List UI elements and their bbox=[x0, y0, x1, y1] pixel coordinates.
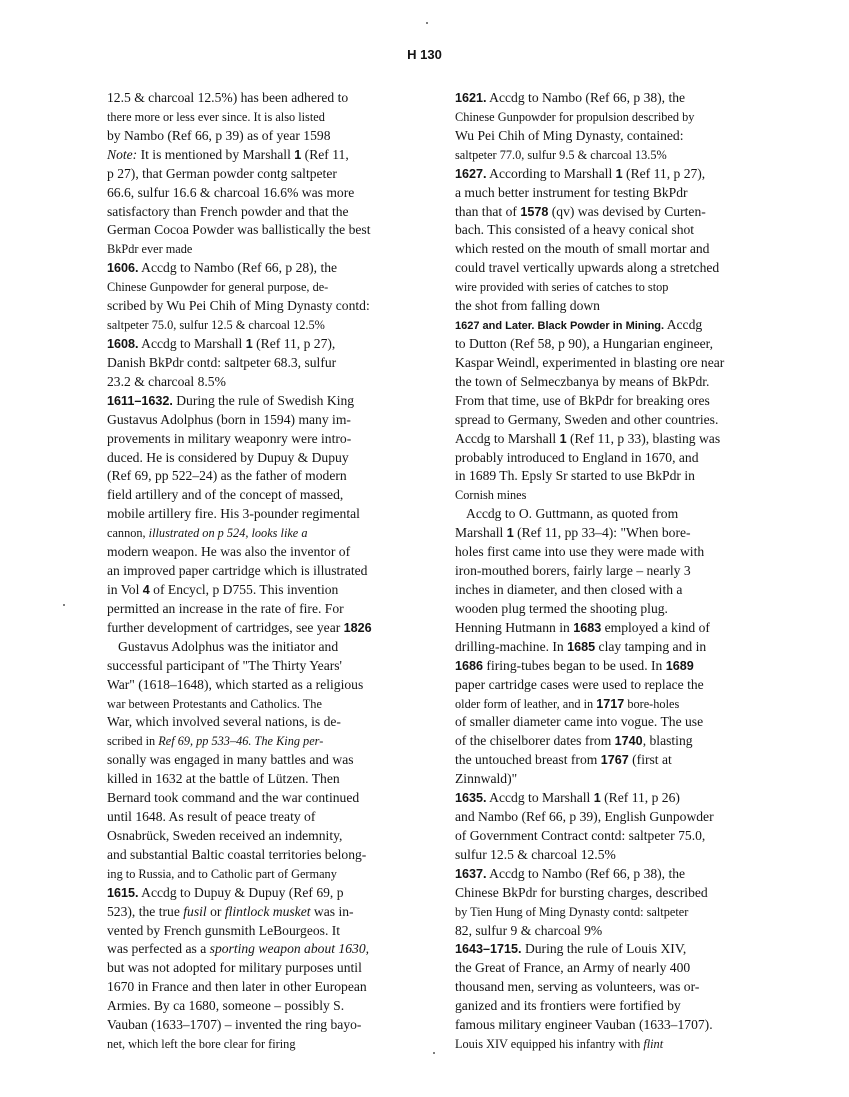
left-column-line bbox=[107, 789, 423, 808]
entry-year: 1 bbox=[559, 431, 567, 446]
text-run: Zinnwald)" bbox=[455, 771, 518, 787]
right-column-line bbox=[455, 203, 781, 222]
entry-year: 1740 bbox=[614, 734, 643, 749]
left-column-line bbox=[107, 165, 423, 184]
text-run: by Nambo (Ref 66, p 39) as of year 1598 bbox=[107, 127, 331, 143]
text-run: Accdg to Nambo (Ref 66, p 38), the bbox=[486, 90, 686, 105]
left-column-line bbox=[107, 203, 423, 222]
right-column-line bbox=[455, 978, 781, 997]
right-column-line bbox=[455, 373, 781, 392]
text-run: until 1648. As result of peace treaty of bbox=[107, 809, 316, 825]
entry-year: 1637. bbox=[455, 866, 487, 881]
right-column-line bbox=[455, 638, 781, 657]
left-column-line bbox=[107, 770, 423, 789]
text-run: satisfactory than French powder and that the bbox=[107, 203, 349, 219]
left-column-line bbox=[107, 259, 423, 278]
text-run: the town of Selmeczbanya by means of BkPdr. bbox=[455, 373, 710, 389]
right-column-line bbox=[455, 619, 781, 638]
text-run: the shot from falling down bbox=[455, 298, 600, 314]
right-column-line bbox=[455, 430, 781, 449]
text-run: older form of leather, and in bbox=[455, 696, 597, 711]
text-run: bore-holes bbox=[624, 696, 680, 711]
left-column-line bbox=[107, 108, 423, 127]
left-column-line bbox=[107, 865, 423, 884]
text-run: (first at bbox=[628, 752, 672, 768]
right-column-line bbox=[455, 146, 781, 165]
text-run: 66.6, sulfur 16.6 & charcoal 16.6% was more bbox=[107, 184, 355, 200]
text-run: and Nambo (Ref 66, p 39), English Gunpowder bbox=[455, 809, 714, 825]
italic-text: flint bbox=[643, 1037, 664, 1052]
right-column-line bbox=[455, 676, 781, 695]
text-run: mobile artillery fire. His 3-pounder regimental bbox=[107, 506, 360, 522]
text-run: holes first came into use they were made with bbox=[455, 544, 705, 560]
text-run: It is mentioned by Marshall bbox=[137, 146, 295, 162]
text-run: Wu Pei Chih of Ming Dynasty, contained: bbox=[455, 127, 684, 143]
left-column-line bbox=[107, 808, 423, 827]
left-column-line bbox=[107, 373, 423, 392]
left-column-line bbox=[107, 619, 423, 638]
text-run: (Ref 11, p 26) bbox=[600, 790, 680, 806]
right-column-line bbox=[455, 316, 781, 335]
right-column-line bbox=[455, 657, 781, 676]
section-heading: 1627 and Later. Black Powder in Mining. bbox=[455, 320, 665, 333]
text-run: in Vol bbox=[107, 581, 143, 597]
text-run: provements in military weaponry were intro- bbox=[107, 430, 352, 446]
right-column-line bbox=[455, 997, 781, 1016]
left-column-line bbox=[107, 354, 423, 373]
text-run: scribed by Wu Pei Chih of Ming Dynasty contd: bbox=[107, 298, 370, 314]
right-column-line bbox=[455, 467, 781, 486]
left-column-line bbox=[107, 676, 423, 695]
italic-text: illustrated on p 524, looks like a bbox=[148, 526, 308, 541]
italic-text: sporting weapon about 1630, bbox=[209, 941, 370, 957]
entry-year: 1 bbox=[294, 147, 302, 162]
left-column-line bbox=[107, 1035, 423, 1054]
entry-year: 1685 bbox=[567, 639, 596, 654]
left-column-line bbox=[107, 524, 423, 543]
text-run: (qv) was devised by Curten- bbox=[548, 203, 706, 219]
text-run: sonally was engaged in many battles and was bbox=[107, 752, 354, 768]
text-run: an improved paper cartridge which is illustrated bbox=[107, 563, 368, 579]
right-column-line bbox=[455, 713, 781, 732]
entry-year: 4 bbox=[142, 582, 150, 597]
text-run: Kaspar Weindl, experimented in blasting ore near bbox=[455, 354, 725, 370]
text-run: drilling-machine. In bbox=[455, 638, 568, 654]
text-run: spread to Germany, Sweden and other countries. bbox=[455, 411, 719, 427]
text-run: 23.2 & charcoal 8.5% bbox=[107, 373, 226, 389]
text-run: of Encycl, p D755. This invention bbox=[149, 581, 339, 597]
entry-year: 1608. bbox=[107, 336, 139, 351]
left-column-line bbox=[107, 89, 423, 108]
text-run: could travel vertically upwards along a stretched bbox=[455, 260, 720, 276]
right-column-line bbox=[455, 221, 781, 240]
right-column-line bbox=[455, 884, 781, 903]
left-column-line bbox=[107, 486, 423, 505]
right-column-line bbox=[455, 732, 781, 751]
text-run: Cornish mines bbox=[455, 488, 527, 503]
right-column-line bbox=[455, 770, 781, 789]
right-column-line bbox=[455, 240, 781, 259]
left-column-line bbox=[107, 184, 423, 203]
left-column-line bbox=[107, 543, 423, 562]
text-run: by Tien Hung of Ming Dynasty contd: saltpeter bbox=[455, 904, 689, 919]
text-run: saltpeter 75.0, sulfur 12.5 & charcoal 12.5% bbox=[107, 318, 325, 333]
text-run: in 1689 Th. Epsly Sr started to use BkPdr in bbox=[455, 468, 695, 484]
right-column-line bbox=[455, 259, 781, 278]
left-column-line bbox=[107, 959, 423, 978]
left-column-line bbox=[107, 997, 423, 1016]
left-column-line bbox=[107, 221, 423, 240]
left-column-line bbox=[107, 467, 423, 486]
text-run: famous military engineer Vauban (1633–1707). bbox=[455, 1017, 713, 1033]
text-run: there more or less ever since. It is also listed bbox=[107, 109, 325, 124]
entry-year: 1643–1715. bbox=[455, 942, 522, 957]
text-run: Accdg to Nambo (Ref 66, p 38), the bbox=[486, 865, 686, 881]
right-column-line bbox=[455, 903, 781, 922]
text-run: During the rule of Swedish King bbox=[172, 392, 355, 408]
right-column-line bbox=[455, 108, 781, 127]
text-run: a much better instrument for testing BkPdr bbox=[455, 184, 688, 200]
right-column-line bbox=[455, 486, 781, 505]
left-column-line bbox=[107, 751, 423, 770]
text-run: probably introduced to England in 1670, and bbox=[455, 449, 699, 465]
text-run: killed in 1632 at the battle of Lützen. Then bbox=[107, 771, 340, 787]
entry-year: 1611–1632. bbox=[107, 393, 173, 408]
entry-year: 1717 bbox=[596, 696, 625, 711]
left-column-line bbox=[107, 884, 423, 903]
text-run: saltpeter 77.0, sulfur 9.5 & charcoal 13.5% bbox=[455, 147, 667, 162]
page-number: H 130 bbox=[407, 47, 442, 62]
text-run: Gustavus Adolphus (born in 1594) many im- bbox=[107, 411, 351, 427]
left-column-line bbox=[107, 240, 423, 259]
italic-text: fusil bbox=[183, 903, 207, 919]
text-run: iron-mouthed borers, fairly large – nearly 3 bbox=[455, 563, 691, 579]
left-column-line bbox=[107, 449, 423, 468]
text-run: Bernard took command and the war continued bbox=[107, 790, 360, 806]
text-run: Accdg to Marshall bbox=[138, 335, 246, 351]
left-column-line bbox=[107, 922, 423, 941]
text-run: thousand men, serving as volunteers, was or- bbox=[455, 979, 700, 995]
right-column-line bbox=[455, 751, 781, 770]
right-column-line bbox=[455, 940, 781, 959]
text-run: was perfected as a bbox=[107, 941, 210, 957]
text-run: 12.5 & charcoal 12.5%) has been adhered to bbox=[107, 90, 349, 105]
text-run: (Ref 69, pp 522–24) as the father of modern bbox=[107, 468, 347, 484]
right-column-line bbox=[455, 335, 781, 354]
text-run: but was not adopted for military purposes until bbox=[107, 960, 362, 976]
text-run: than that of bbox=[455, 203, 521, 219]
entry-year: 1627. bbox=[455, 166, 487, 181]
text-run: Henning Hutmann in bbox=[455, 619, 574, 635]
right-column-line bbox=[455, 354, 781, 373]
right-text-column bbox=[455, 89, 781, 1054]
right-column-line bbox=[455, 562, 781, 581]
text-run: (Ref 11, p 27), bbox=[252, 335, 336, 351]
text-run: 523), the true bbox=[107, 903, 184, 919]
entry-year: 1621. bbox=[455, 91, 487, 105]
text-run: War" (1618–1648), which started as a religious bbox=[107, 676, 364, 692]
text-run: Vauban (1633–1707) – invented the ring bayo- bbox=[107, 1017, 362, 1033]
text-run: to Dutton (Ref 58, p 90), a Hungarian engineer, bbox=[455, 335, 714, 351]
text-run: firing-tubes began to be used. In bbox=[483, 657, 666, 673]
text-run: or bbox=[206, 903, 225, 919]
text-run: bach. This consisted of a heavy conical shot bbox=[455, 222, 695, 238]
left-column-line bbox=[107, 638, 423, 657]
text-run: of the chiselborer dates from bbox=[455, 733, 615, 749]
text-run: net, which left the bore clear for firing bbox=[107, 1037, 296, 1052]
italic-text: flintlock musket bbox=[224, 903, 311, 919]
italic-text: Note: bbox=[107, 146, 138, 162]
entry-year: 1 bbox=[615, 166, 623, 181]
right-column-line bbox=[455, 1016, 781, 1035]
right-column-line bbox=[455, 789, 781, 808]
left-column-line bbox=[107, 430, 423, 449]
entry-year: 1635. bbox=[455, 791, 487, 806]
entry-year: 1 bbox=[506, 526, 514, 541]
text-run: Chinese BkPdr for bursting charges, described bbox=[455, 884, 708, 900]
text-run: (Ref 11, p 33), blasting was bbox=[566, 430, 721, 446]
right-column-line bbox=[455, 127, 781, 146]
text-run: German Cocoa Powder was ballistically the best bbox=[107, 222, 371, 238]
left-column-line bbox=[107, 127, 423, 146]
text-run: and substantial Baltic coastal territories belong- bbox=[107, 846, 367, 862]
left-column-line bbox=[107, 732, 423, 751]
text-run: of Government Contract contd: saltpeter 75.0, bbox=[455, 827, 706, 843]
left-column-line bbox=[107, 1016, 423, 1035]
text-run: sulfur 12.5 & charcoal 12.5% bbox=[455, 846, 616, 862]
right-column-line bbox=[455, 808, 781, 827]
text-run: paper cartridge cases were used to replace the bbox=[455, 676, 704, 692]
right-column-line bbox=[455, 165, 781, 184]
right-column-line bbox=[455, 184, 781, 203]
left-column-line bbox=[107, 695, 423, 714]
text-run: vented by French gunsmith LeBourgeos. It bbox=[107, 922, 341, 938]
right-column-line bbox=[455, 959, 781, 978]
text-run: Accdg bbox=[664, 317, 703, 333]
entry-year: 1606. bbox=[107, 261, 139, 276]
text-run: War, which involved several nations, is de- bbox=[107, 714, 341, 730]
text-run: Accdg to Nambo (Ref 66, p 28), the bbox=[138, 260, 338, 276]
text-run: the untouched breast from bbox=[455, 752, 601, 768]
left-column-line bbox=[107, 146, 423, 165]
text-run: further development of cartridges, see year bbox=[107, 619, 344, 635]
right-column-line bbox=[455, 581, 781, 600]
text-run: inches in diameter, and then closed with a bbox=[455, 581, 683, 597]
text-run: scribed in bbox=[107, 734, 159, 749]
left-column-line bbox=[107, 316, 423, 335]
text-run: , blasting bbox=[642, 733, 693, 749]
scan-speck bbox=[63, 604, 65, 606]
text-run: 82, sulfur 9 & charcoal 9% bbox=[455, 922, 603, 938]
text-run: was in- bbox=[310, 903, 354, 919]
left-column-line bbox=[107, 278, 423, 297]
right-column-line bbox=[455, 297, 781, 316]
text-run: employed a kind of bbox=[601, 619, 710, 635]
text-run: Chinese Gunpowder for general purpose, de- bbox=[107, 280, 329, 295]
entry-year: 1686 bbox=[455, 658, 484, 673]
text-run: of smaller diameter came into vogue. The use bbox=[455, 714, 704, 730]
left-column-line bbox=[107, 940, 423, 959]
entry-year: 1615. bbox=[107, 885, 139, 900]
left-column-line bbox=[107, 581, 423, 600]
right-column-line bbox=[455, 278, 781, 297]
right-column-line bbox=[455, 89, 781, 108]
right-column-line bbox=[455, 505, 781, 524]
text-run: modern weapon. He was also the inventor of bbox=[107, 544, 351, 560]
right-column-line bbox=[455, 543, 781, 562]
left-column-line bbox=[107, 335, 423, 354]
text-run: Danish BkPdr contd: saltpeter 68.3, sulfur bbox=[107, 354, 337, 370]
text-run: Armies. By ca 1680, someone – possibly S. bbox=[107, 998, 345, 1014]
entry-year: 1 bbox=[245, 336, 253, 351]
left-column-line bbox=[107, 600, 423, 619]
text-run: successful participant of "The Thirty Years' bbox=[107, 657, 343, 673]
text-run: Chinese Gunpowder for propulsion described by bbox=[455, 109, 695, 124]
text-run: Gustavus Adolphus was the initiator and bbox=[118, 638, 339, 654]
entry-year: 1826 bbox=[343, 620, 372, 635]
scan-speck bbox=[426, 22, 428, 24]
left-column-line bbox=[107, 562, 423, 581]
left-column-line bbox=[107, 903, 423, 922]
text-run: Accdg to Marshall bbox=[455, 430, 560, 446]
text-run: Marshall bbox=[455, 525, 507, 541]
right-column-line bbox=[455, 600, 781, 619]
left-column-line bbox=[107, 846, 423, 865]
text-run: (Ref 11, bbox=[301, 146, 349, 162]
text-run: Accdg to O. Guttmann, as quoted from bbox=[466, 506, 679, 522]
text-run: wooden plug termed the shooting plug. bbox=[455, 600, 668, 616]
text-run: During the rule of Louis XIV, bbox=[521, 941, 687, 957]
right-column-line bbox=[455, 695, 781, 714]
text-run: Accdg to Dupuy & Dupuy (Ref 69, p bbox=[138, 884, 344, 900]
text-run: the Great of France, an Army of nearly 400 bbox=[455, 960, 691, 976]
text-run: 1670 in France and then later in other European bbox=[107, 979, 367, 995]
text-run: field artillery and of the concept of massed, bbox=[107, 487, 344, 503]
left-column-line bbox=[107, 713, 423, 732]
left-column-line bbox=[107, 827, 423, 846]
text-run: ing to Russia, and to Catholic part of Germany bbox=[107, 866, 337, 881]
left-column-line bbox=[107, 978, 423, 997]
scan-speck bbox=[433, 1052, 435, 1054]
text-run: clay tamping and in bbox=[595, 638, 707, 654]
text-run: ganized and its frontiers were fortified by bbox=[455, 998, 681, 1014]
right-column-line bbox=[455, 922, 781, 941]
entry-year: 1578 bbox=[520, 204, 549, 219]
right-column-line bbox=[455, 846, 781, 865]
text-run: Osnabrück, Sweden received an indemnity, bbox=[107, 827, 343, 843]
entry-year: 1767 bbox=[600, 753, 629, 768]
right-column-line bbox=[455, 865, 781, 884]
entry-year: 1689 bbox=[665, 658, 694, 673]
text-run: According to Marshall bbox=[486, 165, 616, 181]
left-column-line bbox=[107, 411, 423, 430]
right-column-line bbox=[455, 449, 781, 468]
text-run: (Ref 11, p 27), bbox=[622, 165, 706, 181]
entry-year: 1683 bbox=[573, 620, 602, 635]
text-run: From that time, use of BkPdr for breaking ores bbox=[455, 392, 710, 408]
text-run: which rested on the mouth of small mortar and bbox=[455, 241, 710, 257]
left-text-column bbox=[107, 89, 423, 1054]
text-run: duced. He is considered by Dupuy & Dupuy bbox=[107, 449, 349, 465]
text-run: cannon, bbox=[107, 526, 149, 541]
italic-text: Ref 69, pp 533–46. The King per- bbox=[158, 734, 324, 749]
text-run: wire provided with series of catches to stop bbox=[455, 280, 669, 295]
text-run: (Ref 11, pp 33–4): "When bore- bbox=[513, 525, 691, 541]
right-column-line bbox=[455, 392, 781, 411]
right-column-line bbox=[455, 827, 781, 846]
text-run: Accdg to Marshall bbox=[486, 790, 594, 806]
text-run: Louis XIV equipped his infantry with bbox=[455, 1037, 644, 1052]
text-run: p 27), that German powder contg saltpeter bbox=[107, 165, 337, 181]
left-column-line bbox=[107, 297, 423, 316]
left-column-line bbox=[107, 392, 423, 411]
right-column-line bbox=[455, 1035, 781, 1054]
text-run: BkPdr ever made bbox=[107, 242, 193, 257]
left-column-line bbox=[107, 657, 423, 676]
entry-year: 1 bbox=[593, 791, 601, 806]
right-column-line bbox=[455, 524, 781, 543]
left-column-line bbox=[107, 505, 423, 524]
right-column-line bbox=[455, 411, 781, 430]
text-run: war between Protestants and Catholics. The bbox=[107, 696, 322, 711]
text-run: permitted an increase in the rate of fire. For bbox=[107, 600, 344, 616]
